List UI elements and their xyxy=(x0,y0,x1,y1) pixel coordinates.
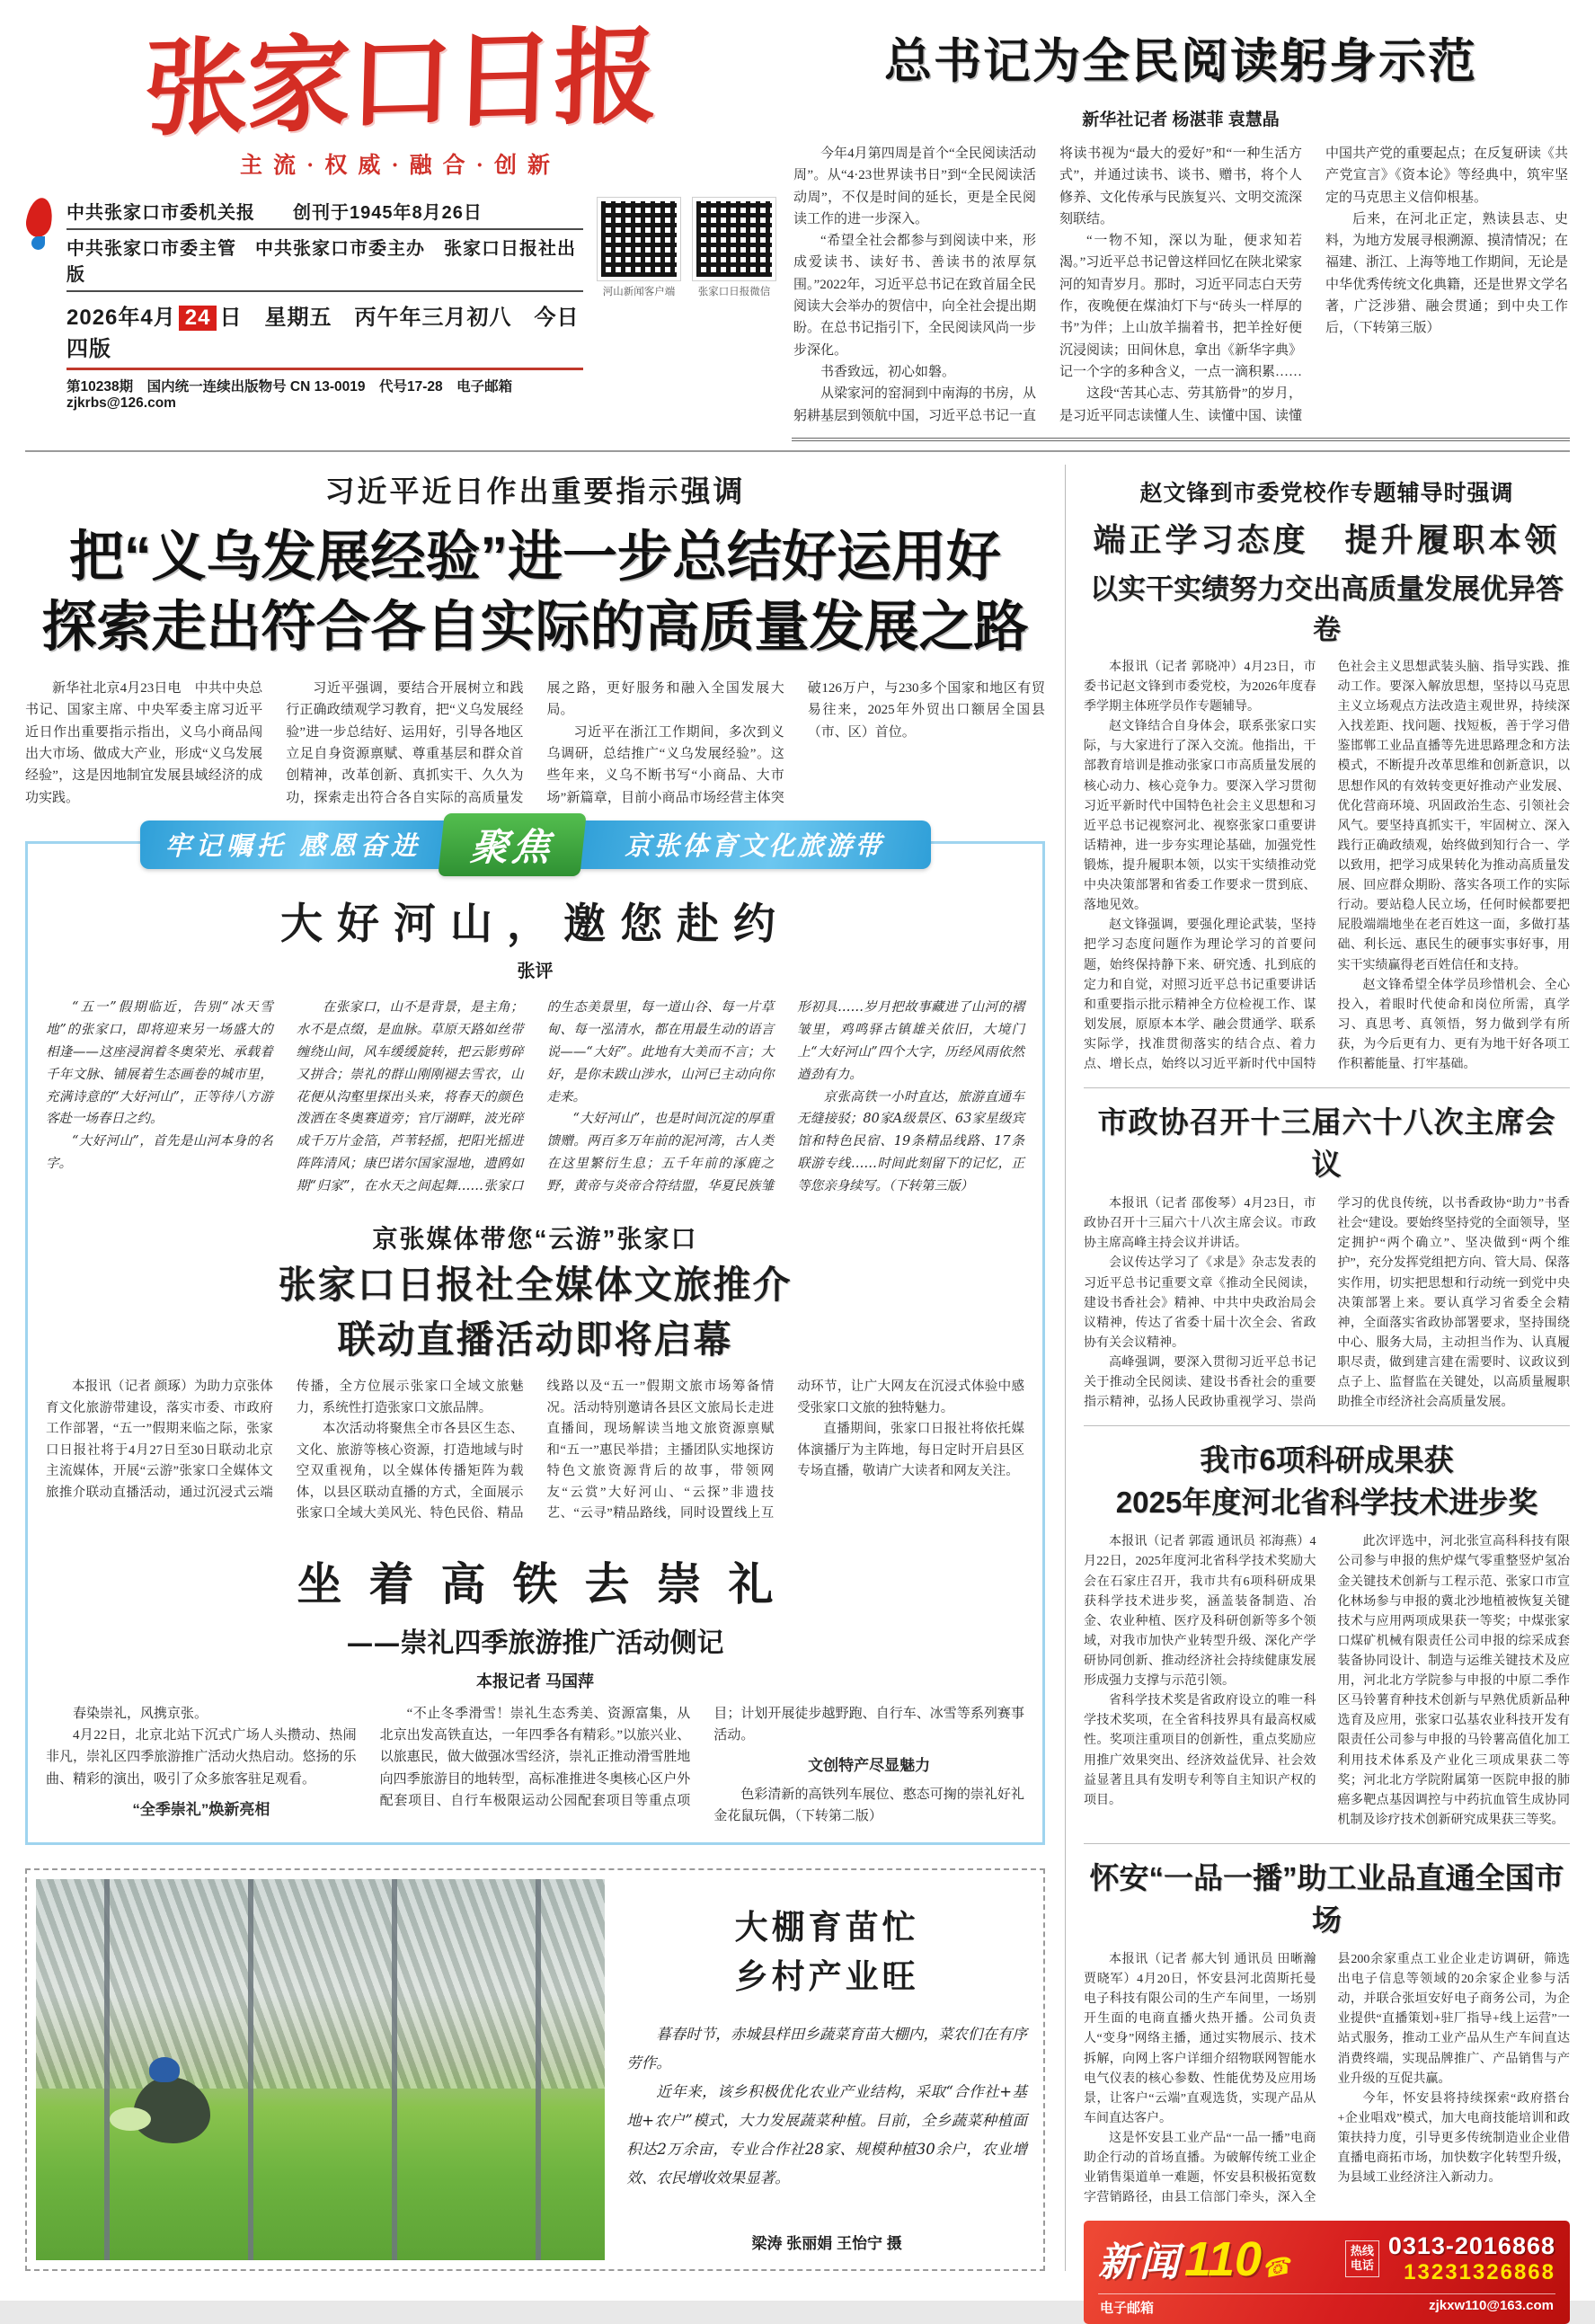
chongli-headline: 坐着高铁去崇礼 xyxy=(297,1557,801,1610)
qr-code-app-label: 河山新闻客户端 xyxy=(602,286,676,297)
paragraph: 新华社北京4月23日电 中共中央总书记、国家主席、中央军委主席习近平近日作出重要指示指出，义乌小商品闯出大市场、做成大产业，形成“义乌发展经验”，这是因地制宜发展县域经济的成功实践。 xyxy=(25,681,263,805)
farmer-figure xyxy=(133,2077,210,2143)
paragraph: 本报讯（记者 郝大钊 通讯员 田晰瀚 贾晓军）4月20日，怀安县河北茵斯托曼电子科技有限公司的生产车间里，一场别开生面的电商直播火热开播。公司负责人“变身”网络主播，通过实物展示、技术拆解，向网上客户详细介绍物联网智能水电气仪表的核心参数、性能优势及应用场景，让客户“云端”直观选货，实现产品从车间直达客户。 xyxy=(1084,1953,1316,2125)
news110-top-row xyxy=(1098,2230,1555,2287)
feature-box xyxy=(25,825,1045,1845)
paragraph: 色彩清新的高铁列车展位、憨态可掬的崇礼好礼金花鼠玩偶，（下转第二版） xyxy=(713,1787,1024,1824)
chongli-subhead-1: “全季崇礼”焕新亮相 xyxy=(132,1801,270,1818)
main-headline-line-2: 探索走出符合各自实际的高质量发展之路 xyxy=(41,595,1029,657)
media-tour-headline-line-1: 张家口日报社全媒体文旅推介 xyxy=(278,1264,793,1307)
feature-article-title: 大好河山，邀您赴约 xyxy=(280,899,790,949)
party-school-article xyxy=(1084,465,1570,1087)
party-school-subheadline: 以实干实绩努力交出高质量发展优异答卷 xyxy=(1090,572,1564,645)
photo-story-title-line-1: 大棚育苗忙 xyxy=(734,1906,919,1947)
banner-topic: 京张体育文化旅游带 xyxy=(578,820,931,869)
hotline-label-line-1: 热线 xyxy=(1350,2244,1374,2258)
media-tour-kicker: 京张媒体带您“云游”张家口 xyxy=(372,1225,698,1254)
news110-email-row xyxy=(1098,2293,1555,2319)
qr-codes xyxy=(598,194,775,298)
cppcc-article xyxy=(1084,1087,1570,1425)
paragraph: “五一”假期临近，告别“冰天雪地”的张家口，即将迎来另一场盛大的相逢——这座浸润着冬奥荣光、承载着千年文脉、铺展着生态画卷的城市里，充满诗意的“大好河山”，正等待八方游客赴一场春日之约。 xyxy=(46,999,273,1127)
news110-hotline-banner xyxy=(1084,2221,1570,2324)
publisher-line-2: 中共张家口市委主管 中共张家口市委主办 张家口日报社出版 xyxy=(66,230,583,292)
news110-brand-word: 新闻 xyxy=(1098,2240,1181,2285)
party-school-body xyxy=(1084,658,1570,1075)
chongli-subtitle: ——崇礼四季旅游推广活动侧记 xyxy=(346,1627,724,1659)
hotline-numbers xyxy=(1388,2232,1555,2285)
cppcc-body xyxy=(1084,1194,1570,1413)
hotline-label-line-2: 电话 xyxy=(1350,2258,1374,2273)
paragraph: 今年，怀安县将持续探索“政府搭台+企业唱戏”模式，加大电商技能培训和政策扶持力度，引导更多传统制造业企业借直播电商拓市场，加快数字化转型升级，为县域工业经济注入新动力。 xyxy=(1337,2091,1570,2186)
media-tour-body xyxy=(46,1377,1024,1524)
publisher-line-1: 中共张家口市委机关报 创刊于1945年8月26日 xyxy=(66,194,583,230)
banner-slogan: 牢记嘱托 感恩奋进 xyxy=(140,820,447,869)
news110-brand xyxy=(1098,2230,1294,2287)
paragraph: 春染崇礼，风携京张。 xyxy=(73,1706,208,1721)
top-article-body xyxy=(793,143,1568,427)
issue-line: 第10238期 国内统一连续出版物号 CN 13-0019 代号17-28 电子邮箱 zjkrbs@126.com xyxy=(66,378,513,411)
hotline-number-mobile: 13231326868 xyxy=(1404,2259,1555,2284)
science-award-headline-line-1: 我市6项科研成果获 xyxy=(1200,1443,1454,1477)
right-rail xyxy=(1065,465,1570,2317)
top-article-title: 总书记为全民阅读躬身示范 xyxy=(884,35,1477,88)
paragraph: 这段“苦其心志、劳其筋骨”的岁月，是习近平同志读懂人生、读懂中国、读懂中国共产党的重要起点；在反复研读《共产党宣言》《资本论》等经典中，筑牢坚定的马克思主义信仰根基。 xyxy=(1059,146,1569,423)
masthead xyxy=(25,14,1570,452)
paragraph: “大好河山”，首先是山河本身的名字。 xyxy=(46,1134,273,1172)
main-article-kicker: 习近平近日作出重要指示强调 xyxy=(324,474,746,508)
photo-caption-panel xyxy=(619,1879,1034,2260)
newspaper-title: 张家口日报 xyxy=(142,14,659,151)
photo-story-box xyxy=(25,1868,1045,2271)
top-article xyxy=(792,20,1570,441)
party-school-kicker: 赵文锋到市委党校作专题辅导时强调 xyxy=(1139,480,1514,506)
banner-focus-badge: 聚焦 xyxy=(438,813,586,876)
paragraph: 从梁家河的窑洞到中南海的书房，从躬耕基层到领航中国，习近平总书记一直将读书视为“最大的爱好”和“一种生活方式”，并通过读书、谈书、赠书，将个人修养、文化传承与民族复兴、文明交流深刻联结。 xyxy=(793,146,1303,423)
paragraph: 4月22日，北京北站下沉式广场人头攒动、热闹非凡，崇礼区四季旅游推广活动火热启动。悠扬的乐曲、精彩的演出，吸引了众多旅客驻足观看。 xyxy=(46,1728,357,1787)
date-line xyxy=(66,292,583,370)
main-article xyxy=(25,465,1045,809)
paragraph: 赵文锋结合自身体会，联系张家口实际，与大家进行了深入交流。他指出，干部教育培训是推动张家口市高质量发展的核心动力、核心竞争力。要深入学习贯彻习近平新时代中国特色社会主义思想和习近平总书记视察河北、视察张家口重要讲话精神，进一步夯实理论基础，加强党性锻炼，提升履职本领，以实干实绩推动党中央决策部署和省委工作要求一贯到底、落地见效。 xyxy=(1084,720,1316,913)
science-award-headline-line-2: 2025年度河北省科学技术进步奖 xyxy=(1115,1486,1538,1520)
party-school-headline: 端正学习态度 提升履职本领 xyxy=(1093,520,1561,558)
paragraph: 高峰强调，要深入贯彻习近平总书记关于推动全民阅读、建设书香社会的重要指示精神，弘扬人民政协重视学习、崇尚学习的优良传统，以书香政协“助力”书香社会“建设。要始终坚持党的全面领导，坚定拥护“两个确立”、坚决做到“两个维护”，充分发挥党组把方向、管大局、保落实作用，切实把思想和行动统一到党中央决策部署上来。要认真学习省委全会精神，全面落实省政协部署要求，坚持围绕中心、服务大局，主动担当作为、认真履职尽责，做到建言建在需要时、议政议到点子上、监督监在关键处，以高质量履职助推全市经济社会高质量发展。 xyxy=(1084,1197,1570,1410)
date-suffix: 日 星期五 丙午年三月初八 今日四版 xyxy=(66,305,580,361)
content-area xyxy=(25,465,1570,2317)
paragraph: “不止冬季滑雪！崇礼生态秀美、资源富集，从北京出发高铁直达，一年四季各有精彩。”以旅兴业、以旅惠民，做大做强冰雪经济，崇礼正推动滑雪胜地向四季旅游目的地转型，高标准推进冬奥核心区户外配套项目、自行车极限运动公园配套项目等重点项目；计划开展徒步越野跑、自行车、冰雪等系列赛事活动。 xyxy=(379,1706,1024,1808)
date-day-badge: 24 xyxy=(179,306,217,331)
chongli-subhead-2: 文创特产尽显魅力 xyxy=(808,1757,931,1775)
chongli-article xyxy=(46,1548,1024,1828)
paragraph: 本报讯（记者 颜琢）为助力京张体育文化旅游带建设，落实市委、市政府工作部署，“五一”假期来临之际，张家口日报社将于4月27日至30日联动北京主流媒体，开展“云游”张家口全媒体文旅推介联动直播活动，通过沉浸式云端传播，全方位展示张家口全域文旅魅力，系统性打造张家口文旅品牌。 xyxy=(46,1379,524,1500)
qr-code-app-image xyxy=(598,198,680,280)
masthead-brand-block xyxy=(25,14,775,441)
top-article-byline: 新华社记者 杨湛菲 袁慧晶 xyxy=(1082,111,1280,129)
qr-code-wechat-label: 张家口日报微信 xyxy=(697,286,771,297)
flame-logo-icon xyxy=(25,198,56,250)
paragraph: 本报讯（记者 郭晓冲）4月23日，市委书记赵文锋到市委党校，为2026年度春季学期主体班学员作专题辅导。 xyxy=(1084,660,1316,714)
qr-code-wechat-image xyxy=(693,198,775,280)
newspaper-slogan: 主流·权威·融合·创新 xyxy=(239,153,561,178)
photo-story-text xyxy=(626,2020,1027,2194)
greenhouse-photo xyxy=(36,1879,605,2260)
photo-credit: 梁涛 张丽娟 王怡宁 摄 xyxy=(751,2234,902,2252)
publisher-lines xyxy=(66,194,583,412)
huaian-body xyxy=(1084,1950,1570,2208)
paragraph: 近年来，该乡积极优化农业产业结构，采取“合作社+基地+农户”模式，大力发展蔬菜种植。目前，全乡蔬菜种植面积达2万余亩，专业合作社28家、规模种植30余户，农业增效、农民增收效果显著。 xyxy=(626,2082,1027,2187)
email-address: zjkxw110@163.com xyxy=(1429,2298,1554,2314)
paragraph: 会议传达学习了《求是》杂志发表的习近平总书记重要文章《推动全民阅读，建设书香社会》精神、中共中央政治局会议精神，传达了省委十届十次全会、省政协有关会议精神。 xyxy=(1084,1256,1316,1350)
news110-hotline-block xyxy=(1345,2232,1555,2285)
paragraph: 直播期间，张家口日报社将依托媒体演播厅为主阵地，每日定时开启县区专场直播，敬请广大读者和网友关注。 xyxy=(797,1422,1024,1479)
photo-story-title-line-2: 乡村产业旺 xyxy=(734,1956,919,1997)
date-prefix: 2026年4月 xyxy=(66,305,176,330)
feature-article-author: 张评 xyxy=(517,961,554,981)
feature-article-body xyxy=(46,997,1024,1198)
paragraph: 习近平强调，要结合开展树立和践行正确政绩观学习教育，把“义乌发展经验”进一步总结好、运用好，引导各地区立足自身资源禀赋、尊重基层和群众首创精神，改革创新、真抓实干、久久为功，探索走出符合各自实际的高质量发展之路，更好服务和融入全国发展大局。 xyxy=(286,681,784,805)
paragraph: 习近平在浙江工作期间，多次到义乌调研，总结推广“义乌发展经验”。这些年来，义乌不断书写“小商品、大市场”新篇章，目前小商品市场经营主体突破126万户，与230多个国家和地区有贸易往来，2025年外贸出口额居全国县（市、区）首位。 xyxy=(546,681,1045,805)
feature-banner xyxy=(140,820,931,869)
qr-code-wechat xyxy=(693,198,775,298)
paragraph: “一物不知，深以为耻，便求知若渴。”习近平总书记曾这样回忆在陕北梁家河的知青岁月。那时，习近平同志白天劳作，夜晚便在煤油灯下与“砖头一样厚的书”为伴；上山放羊揣着书，把羊拴好便沉浸阅读；田间休息，拿出《新华字典》记一个字的多种含义，一点一滴积累…… xyxy=(1059,234,1303,379)
cppcc-headline: 市政协召开十三届六十八次主席会议 xyxy=(1097,1105,1556,1182)
paragraph: “希望全社会都参与到阅读中来，形成爱读书、读好书、善读书的浓厚氛围。”2022年，习近平总书记在致首届全民阅读大会举办的贺信中，向全社会提出期盼。在总书记指引下，全民阅读风尚一步步深化。 xyxy=(793,234,1037,358)
paragraph: “大好河山”，也是时间沉淀的厚重馈赠。两百多万年前的泥河湾，古人类在这里繁衍生息；五千年前的涿鹿之野，黄帝与炎帝合符结盟，华夏民族雏形初具……岁月把故事藏进了山河的褶皱里，鸡鸣驿古镇雄关依旧，大境门上“大好河山”四个大字，历经风雨依然遒劲有力。 xyxy=(546,999,1024,1194)
paragraph: 今年4月第四周是首个“全民阅读活动周”。从“4·23世界读书日”到“全民阅读活动周”，不仅是时间的延长，更是全民阅读工作的进一步深入。 xyxy=(793,146,1036,226)
science-award-article xyxy=(1084,1425,1570,1843)
publisher-row xyxy=(25,194,775,412)
photo-story-title xyxy=(626,1903,1027,2002)
paragraph: 后来，在河北正定，熟读县志、史料，为地方发展寻根溯源、摸清情况；在福建、浙江、上海等地工作期间，无论是中华优秀传统文化典籍，还是世界文学名著，广泛涉猎、融会贯通；到中央工作后，（下转第三版） xyxy=(1325,211,1569,336)
publisher-main xyxy=(25,194,583,412)
qr-code-app xyxy=(598,198,680,298)
main-headline-line-1: 把“义乌发展经验”进一步总结好运用好 xyxy=(68,525,1001,587)
phone-icon: ☎ xyxy=(1259,2251,1294,2284)
paragraph: 暮春时节，赤城县样田乡蔬菜育苗大棚内，菜农们在有序劳作。 xyxy=(626,2025,1027,2071)
paragraph: 省科学技术奖是省政府设立的唯一科学技术奖项，在全省科技界具有最高权威性。奖项注重项目的创新性，重点奖励应用推广效果突出、经济效益优异、社会效益显著且具有发明专利等自主知识产权的项目。 xyxy=(1084,1694,1316,1807)
paragraph: 在张家口，山不是背景，是主角；水不是点缀，是血脉。草原天路如丝带缠绕山间，风车缓缓旋转，把云影剪碎又拼合；崇礼的群山刚刚褪去雪衣，山花便从沟壑里探出头来，将春天的颜色泼洒在冬奥赛道旁；官厅湖畔，波光碎成千万片金箔，芦苇轻摇，把阳光摇进阵阵清风；康巴诺尔国家湿地，遗鸥如期“归家”，在水天之间起舞……张家口的生态美景里，每一道山谷、每一片草甸、每一泓清水，都在用最生动的语言说——“大好”。此地有大美而不言；大好，是你未跋山涉水，山河已主动向你走来。 xyxy=(296,999,775,1194)
paragraph: 书香致远，初心如磐。 xyxy=(820,364,956,379)
paragraph: 本报讯（记者 邵俊琴）4月23日，市政协召开十三届六十八次主席会议。市政协主席高峰主持会议并讲话。 xyxy=(1084,1197,1316,1251)
hotline-label xyxy=(1345,2240,1379,2277)
chongli-byline: 本报记者 马国萍 xyxy=(475,1672,594,1690)
media-tour-headline-line-2: 联动直播活动即将启幕 xyxy=(337,1317,733,1361)
email-label: 电子邮箱 xyxy=(1100,2301,1155,2317)
paragraph: 赵文锋希望全体学员珍惜机会、全心投入，着眼时代使命和岗位所需，真学习、真思考、真领悟，努力做到学有所获，为今后更有力、更有为地干好各项工作积蓄能量、打牢基础。 xyxy=(1337,978,1570,1072)
huaian-headline: 怀安“一品一播”助工业品直通全国市场 xyxy=(1089,1861,1564,1937)
paragraph: 本报讯（记者 郭霞 通讯员 祁海燕）4月22日，2025年度河北省科学技术奖励大会在石家庄召开，我市共有6项科研成果获科学技术进步奖，涵盖装备制造、冶金、农业种植、医疗及科研创新等多个领域，对我市加快产业转型升级、深化产学研协同创新、推动经济社会持续健康发展形成强力支撑与示范引领。 xyxy=(1084,1535,1316,1689)
paragraph: 此次评选中，河北张宣高科科技有限公司参与申报的焦炉煤气零重整竖炉氢冶金关键技术创新与工程示范、张家口市宣化林场参与申报的冀北沙地植被恢复关键技术与应用两项成果获一等奖；中煤张家口煤矿机械有限责任公司申报的综采成套装备协同设计、制造与运维关键技术及应用，河北北方学院参与申报的中原二季作区马铃薯育种技术创新与早熟优质新品种选育及应用，张家口弘基农业科技开发有限责任公司参与申报的马铃薯高值化加工利用技术体系及产业化三项成果获二等奖；河北北方学院附属第一医院申报的肺癌多靶点基因调控与中药抗血管生成协同机制及诊疗技术创新研究成果获三等奖。 xyxy=(1337,1535,1570,1827)
left-column xyxy=(25,465,1045,2271)
news110-brand-number: 110 xyxy=(1184,2232,1263,2287)
chongli-body xyxy=(46,1703,1024,1828)
hotline-number-primary: 0313-2016868 xyxy=(1387,2231,1555,2259)
paragraph: 赵文锋强调，要强化理论武装，坚持把学习态度问题作为理论学习的首要问题，始终保持静下来、研究透、扎到底的定力和自觉，对照习近平总书记重要讲话和重要指示批示精神全方位检视工作、谋划发展，原原本本学、融会贯通学、联系实际学，找准贯彻落实的结合点、着力点、增长点，始终以习近平新时代中国特色社会主义思想武装头脑、指导实践、推动工作。要深入解放思想，坚持以马克思主义立场观点方法改造主观世界，持续深入找差距、找问题、找短板，善于学习借鉴邯郸工业品直播等先进思路理念和方法模式，不断提升改革思维和创新意识，以思想作风的有效转变更好推动产业发展、优化营商环境、巩固政治生态、引领社会风气。要坚持真抓实干，牢固树立、深入践行正确政绩观，始终做到知行合一、学以致用，把学习成果转化为推动高质量发展、回应群众期盼、落实各项工作的实际行动。要站稳人民立场，任何时候都要把屁股端端地坐在老百姓这一面，多做打基础、利长远、惠民生的硬事实事好事，用实干实绩赢得老百姓信任和支持。 xyxy=(1084,660,1570,1072)
paragraph: 京张高铁一小时直达，旅游直通车无缝接驳；80家A级景区、63家星级宾馆和特色民宿、19条精品线路、17条联游专线……时间此刻留下的记忆，正等您亲身续写。（下转第三版） xyxy=(797,1089,1024,1194)
paragraph: 这是怀安县工业产品“一品一播”电商助企行动的首场直播。为破解传统工业企业销售渠道单一难题，怀安县积极拓宽数字营销路径，由县工信部门牵头，深入全县200余家重点工业企业走访调研，筛选出电子信息等领域的20余家企业参与活动，并联合张垣安好电子商务公司，为企业提供“直播策划+驻厂指导+线上运营”一站式服务，推动工业产品从生产车间直达消费终端，实现品牌推广、产品销售与产业升级的互促共赢。 xyxy=(1084,1953,1570,2205)
science-award-body xyxy=(1084,1532,1570,1831)
paragraph: 本次活动将聚焦全市各县区生态、文化、旅游等核心资源，打造地域与时空双重视角，以全媒体传播矩阵为载体，以县区联动直播的方式，全面展示张家口全域大美风光、特色民俗、精品线路以及“五一”假期文旅市场筹备情况。活动特别邀请各县区文旅局长走进直播间，现场解读当地文旅资源禀赋和“五一”惠民举措；主播团队实地探访特色文旅资源背后的故事，带领网友“云赏”大好河山、“云探”非遗技艺、“云寻”精品路线，同时设置线上互动环节，让广大网友在沉浸式体验中感受张家口文旅的独特魅力。 xyxy=(296,1379,1024,1521)
main-article-body xyxy=(25,678,1045,809)
media-tour-article xyxy=(46,1220,1024,1525)
huaian-article xyxy=(1084,1843,1570,2221)
